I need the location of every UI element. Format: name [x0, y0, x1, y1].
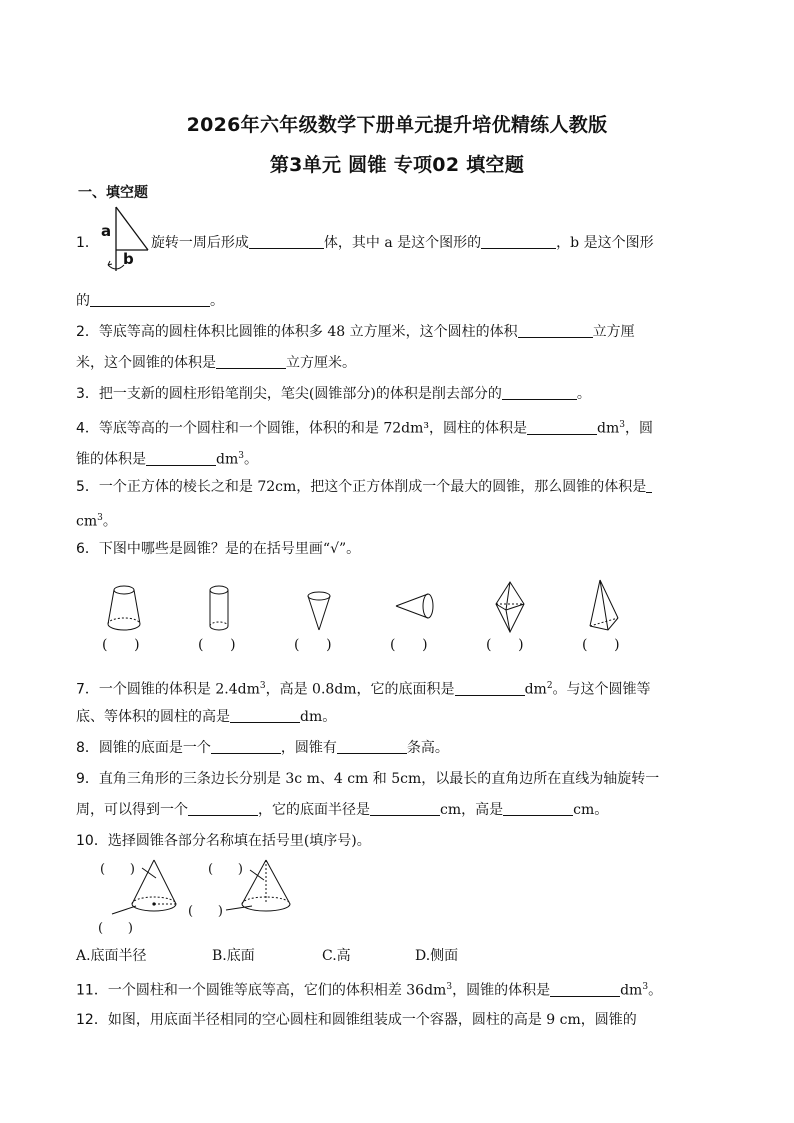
answer-blank[interactable]: [481, 234, 556, 249]
question-2-line-1: 2．等底等高的圆柱体积比圆锥的体积多 48 立方厘米，这个圆柱的体积 立方厘: [76, 324, 635, 340]
figure-label-a: a: [101, 222, 112, 240]
answer-paren[interactable]: ( ): [100, 862, 135, 877]
question-10: 10．选择圆锥各部分名称填在括号里(填序号)。: [76, 833, 371, 849]
answer-blank[interactable]: [370, 801, 440, 816]
question-number: 1．: [76, 235, 99, 251]
answer-blank[interactable]: [230, 708, 300, 723]
answer-paren[interactable]: ( ): [390, 637, 428, 653]
question-2-line-2: 米，这个圆锥的体积是 立方厘米。: [76, 355, 356, 371]
answer-blank[interactable]: [211, 739, 281, 754]
answer-paren[interactable]: ( ): [102, 637, 140, 653]
answer-blank[interactable]: [337, 739, 407, 754]
question-4-line-1: 4．等底等高的一个圆柱和一个圆锥，体积的和是 72dm³，圆柱的体积是 $dm^3$，圆: [76, 420, 654, 437]
section-heading: 一、填空题: [78, 185, 148, 201]
frustum-shape: [104, 582, 144, 634]
option-b: B.底面: [212, 948, 255, 964]
answer-blank[interactable]: [550, 982, 620, 997]
question-7-line-1: 7．一个圆锥的体积是 $2.4dm^3$，高是 0.8dm，它的底面积是 $dm^2$。与这个圆锥等: [76, 681, 651, 698]
answer-blank[interactable]: [249, 234, 324, 249]
answer-paren[interactable]: ( ): [294, 637, 332, 653]
document-subtitle: 第3单元 圆锥 专项02 填空题: [269, 154, 525, 176]
document-title: 2026年六年级数学下册单元提升培优精练人教版: [186, 114, 608, 136]
question-6: 6．下图中哪些是圆锥？是的在括号里画“√”。: [76, 541, 361, 557]
answer-blank[interactable]: [188, 801, 258, 816]
question-4-line-2: 锥的体积是 $dm^3$。: [76, 451, 258, 468]
answer-paren[interactable]: ( ): [188, 904, 223, 919]
question-9-line-1: 9．直角三角形的三条边长分别是 3c m、4 cm 和 5cm，以最长的直角边所在直线为轴旋转一: [76, 771, 660, 787]
answer-paren[interactable]: ( ): [98, 921, 133, 936]
question-1-line-2: 的 。: [76, 293, 224, 309]
question-11: 11．一个圆柱和一个圆锥等底等高，它们的体积相差 $36dm^3$，圆锥的体积是 $dm^3$。: [76, 982, 663, 999]
answer-paren[interactable]: ( ): [486, 637, 524, 653]
answer-blank[interactable]: [146, 451, 216, 466]
question-3: 3．把一支新的圆柱形铅笔削尖，笔尖(圆锥部分)的体积是削去部分的 。: [76, 386, 591, 402]
question-1-line-1: 1． 旋转一周后形成 体，其中 a 是这个图形的 ，b 是这个图形: [76, 235, 654, 251]
option-c: C.高: [322, 948, 351, 964]
option-a: A.底面半径: [76, 948, 147, 964]
answer-blank[interactable]: [216, 354, 286, 369]
cylinder-shape: [206, 582, 236, 634]
question-5-line-1: 5．一个正方体的棱长之和是 72cm，把这个正方体削成一个最大的圆锥，那么圆锥的体积是: [76, 478, 652, 496]
answer-blank[interactable]: [455, 681, 525, 696]
cone-inverted-shape: [305, 588, 335, 634]
answer-blank[interactable]: [646, 478, 652, 493]
figure-label-b: b: [123, 250, 134, 268]
cone-sideways-shape: [394, 590, 438, 626]
double-pyramid-shape: [492, 580, 528, 636]
answer-blank[interactable]: [502, 385, 577, 400]
question-12: 12．如图，用底面半径相同的空心圆柱和圆锥组装成一个容器，圆柱的高是 9 cm，圆锥的: [76, 1012, 637, 1028]
answer-blank[interactable]: [518, 323, 593, 338]
answer-paren[interactable]: ( ): [582, 637, 620, 653]
answer-blank[interactable]: [90, 292, 210, 307]
answer-blank[interactable]: [527, 420, 597, 435]
question-5-line-2: $cm^3$。: [76, 513, 117, 530]
answer-blank[interactable]: [503, 801, 573, 816]
answer-paren[interactable]: ( ): [208, 862, 243, 877]
question-8: 8．圆锥的底面是一个 ，圆锥有 条高。: [76, 740, 449, 756]
pyramid-shape: [588, 578, 624, 634]
question-7-line-2: 底、等体积的圆柱的高是 dm。: [76, 709, 337, 725]
answer-paren[interactable]: ( ): [198, 637, 236, 653]
question-9-line-2: 周，可以得到一个 ，它的底面半径是 cm，高是 cm。: [76, 802, 609, 818]
option-d: D.侧面: [415, 948, 459, 964]
